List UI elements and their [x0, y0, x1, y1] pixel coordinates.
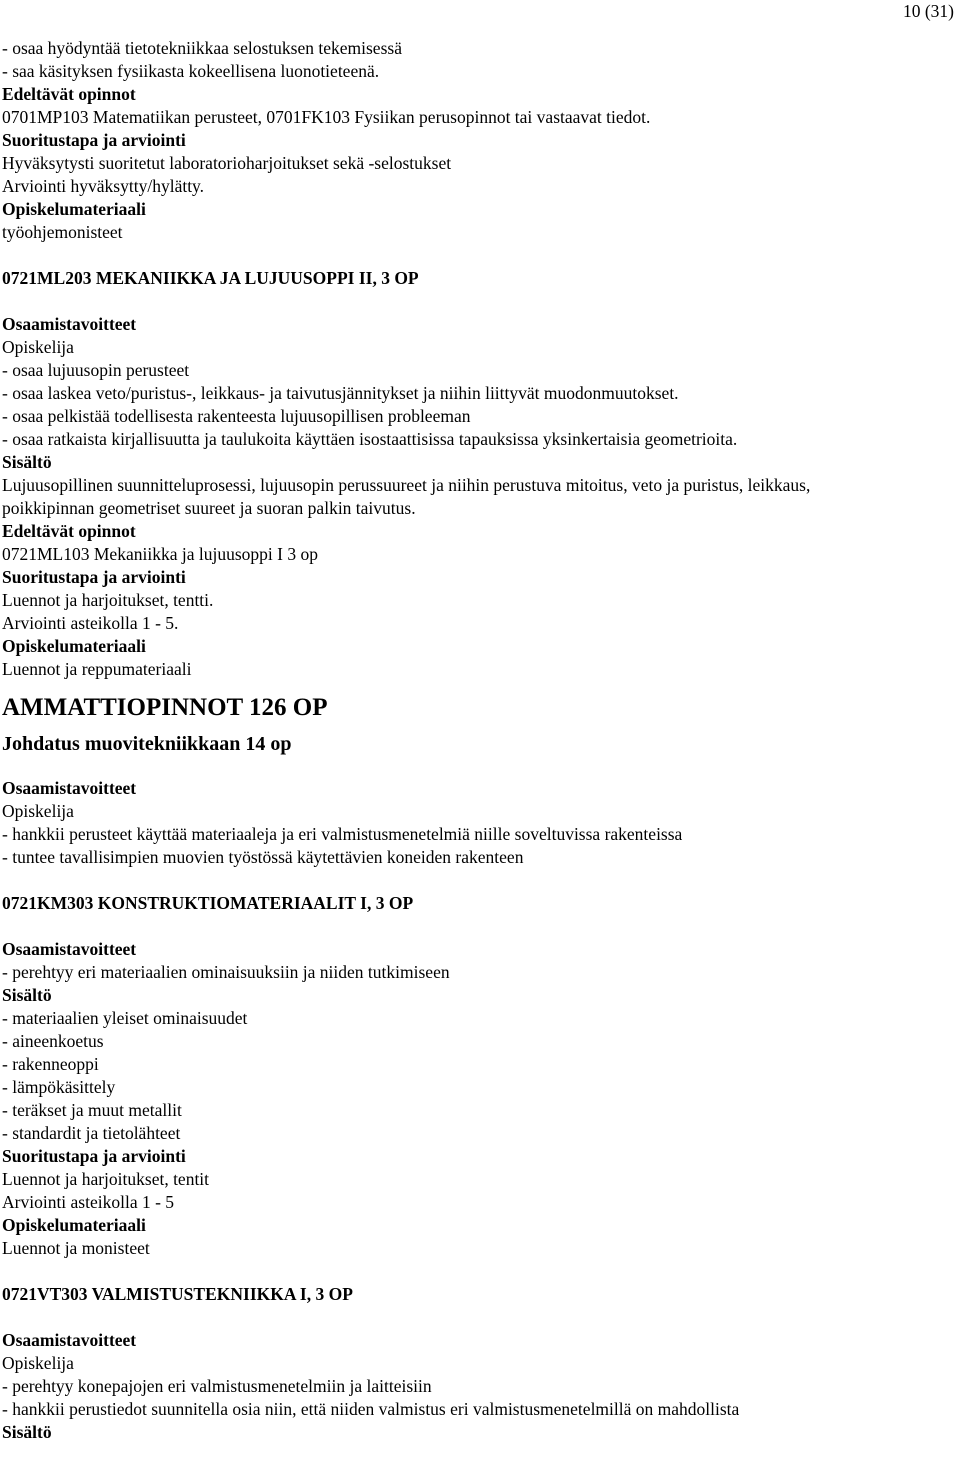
spacer: [2, 1306, 952, 1329]
body-text-line: Arviointi asteikolla 1 - 5: [2, 1192, 175, 1212]
body-text-line: Arviointi asteikolla 1 - 5.: [2, 613, 179, 633]
body-text-line: Opiskelija: [2, 801, 74, 821]
main-heading: AMMATTIOPINNOT 126 OP: [2, 694, 328, 721]
body-text-line: Luennot ja harjoitukset, tentti.: [2, 590, 214, 610]
body-text-line: - standardit ja tietolähteet: [2, 1123, 181, 1143]
body-text-line: - aineenkoetus: [2, 1031, 104, 1051]
body-text-line: - osaa lujuusopin perusteet: [2, 360, 190, 380]
subheading: Johdatus muovitekniikkaan 14 op: [2, 733, 292, 755]
spacer: [2, 290, 952, 313]
spacer: [2, 244, 952, 267]
body-text-line: - osaa hyödyntää tietotekniikkaa selostuksen tekemisessä: [2, 38, 402, 58]
body-text-line: - perehtyy konepajojen eri valmistusmenetelmiin ja laitteisiin: [2, 1376, 432, 1396]
body-text-line: - osaa pelkistää todellisesta rakenteesta lujuusopillisen probleeman: [2, 406, 471, 426]
body-text-line: Opiskelija: [2, 1353, 74, 1373]
body-text-line: Luennot ja reppumateriaali: [2, 659, 192, 679]
section-heading: Suoritustapa ja arviointi: [2, 1146, 186, 1166]
section-heading: Opiskelumateriaali: [2, 1215, 146, 1235]
section-heading: Osaamistavoitteet: [2, 1330, 137, 1350]
section-heading: Suoritustapa ja arviointi: [2, 130, 186, 150]
body-text-line: Arviointi hyväksytty/hylätty.: [2, 176, 205, 196]
body-text-line: - hankkii perusteet käyttää materiaaleja ja eri valmistusmenetelmiä niille soveltuvissa rakenteissa: [2, 824, 683, 844]
body-text-line: Opiskelija: [2, 337, 74, 357]
body-text-line: 0721ML103 Mekaniikka ja lujuusoppi I 3 op: [2, 544, 318, 564]
section-heading: Opiskelumateriaali: [2, 199, 146, 219]
course-title: 0721KM303 KONSTRUKTIOMATERIAALIT I, 3 OP: [2, 893, 414, 913]
body-text-line: 0701MP103 Matematiikan perusteet, 0701FK103 Fysiikan perusopinnot tai vastaavat tiedot.: [2, 107, 651, 127]
section-heading: Osaamistavoitteet: [2, 314, 137, 334]
body-text-line: - osaa ratkaista kirjallisuutta ja taulukoita käyttäen isostaattisissa tapauksissa yksinkertaisia geometrioita.: [2, 429, 738, 449]
body-text-line: - tuntee tavallisimpien muovien työstössä käytettävien koneiden rakenteen: [2, 847, 524, 867]
body-text-line: Luennot ja harjoitukset, tentit: [2, 1169, 210, 1189]
body-text-line: Lujuusopillinen suunnitteluprosessi, lujuusopin perussuureet ja niihin perustuva mitoitus, veto ja puristus, leikkaus,: [2, 475, 811, 495]
body-text-line: Hyväksytysti suoritetut laboratorioharjoitukset sekä -selostukset: [2, 153, 452, 173]
body-text-line: - osaa laskea veto/puristus-, leikkaus- ja taivutusjännitykset ja niihin liittyvät muodonmuutokset.: [2, 383, 679, 403]
section-heading: Edeltävät opinnot: [2, 521, 136, 541]
spacer: [2, 915, 952, 938]
body-text-line: - hankkii perustiedot suunnitella osia niin, että niiden valmistus eri valmistusmenetelmillä on mahdollista: [2, 1399, 740, 1419]
course-title: 0721VT303 VALMISTUSTEKNIIKKA I, 3 OP: [2, 1284, 353, 1304]
body-text-line: työohjemonisteet: [2, 222, 123, 242]
section-heading: Osaamistavoitteet: [2, 778, 137, 798]
body-text-line: - rakenneoppi: [2, 1054, 99, 1074]
body-text-line: - perehtyy eri materiaalien ominaisuuksiin ja niiden tutkimiseen: [2, 962, 450, 982]
body-text-line: - teräkset ja muut metallit: [2, 1100, 182, 1120]
body-text-line: - materiaalien yleiset ominaisuudet: [2, 1008, 248, 1028]
section-heading: Sisältö: [2, 452, 52, 472]
body-text-line: poikkipinnan geometriset suureet ja suoran palkin taivutus.: [2, 498, 416, 518]
section-heading: Sisältö: [2, 1422, 52, 1442]
section-heading: Suoritustapa ja arviointi: [2, 567, 186, 587]
body-text-line: - lämpökäsittely: [2, 1077, 116, 1097]
body-text-line: Luennot ja monisteet: [2, 1238, 150, 1258]
spacer: [2, 869, 952, 892]
section-heading: Osaamistavoitteet: [2, 939, 137, 959]
section-heading: Edeltävät opinnot: [2, 84, 136, 104]
spacer: [2, 1260, 952, 1283]
page-number: 10 (31): [902, 1, 954, 21]
section-heading: Sisältö: [2, 985, 52, 1005]
document-body: [2, 37, 952, 1444]
section-heading: Opiskelumateriaali: [2, 636, 146, 656]
course-title: 0721ML203 MEKANIIKKA JA LUJUUSOPPI II, 3 OP: [2, 268, 419, 288]
body-text-line: - saa käsityksen fysiikasta kokeellisena luonotieteenä.: [2, 61, 380, 81]
